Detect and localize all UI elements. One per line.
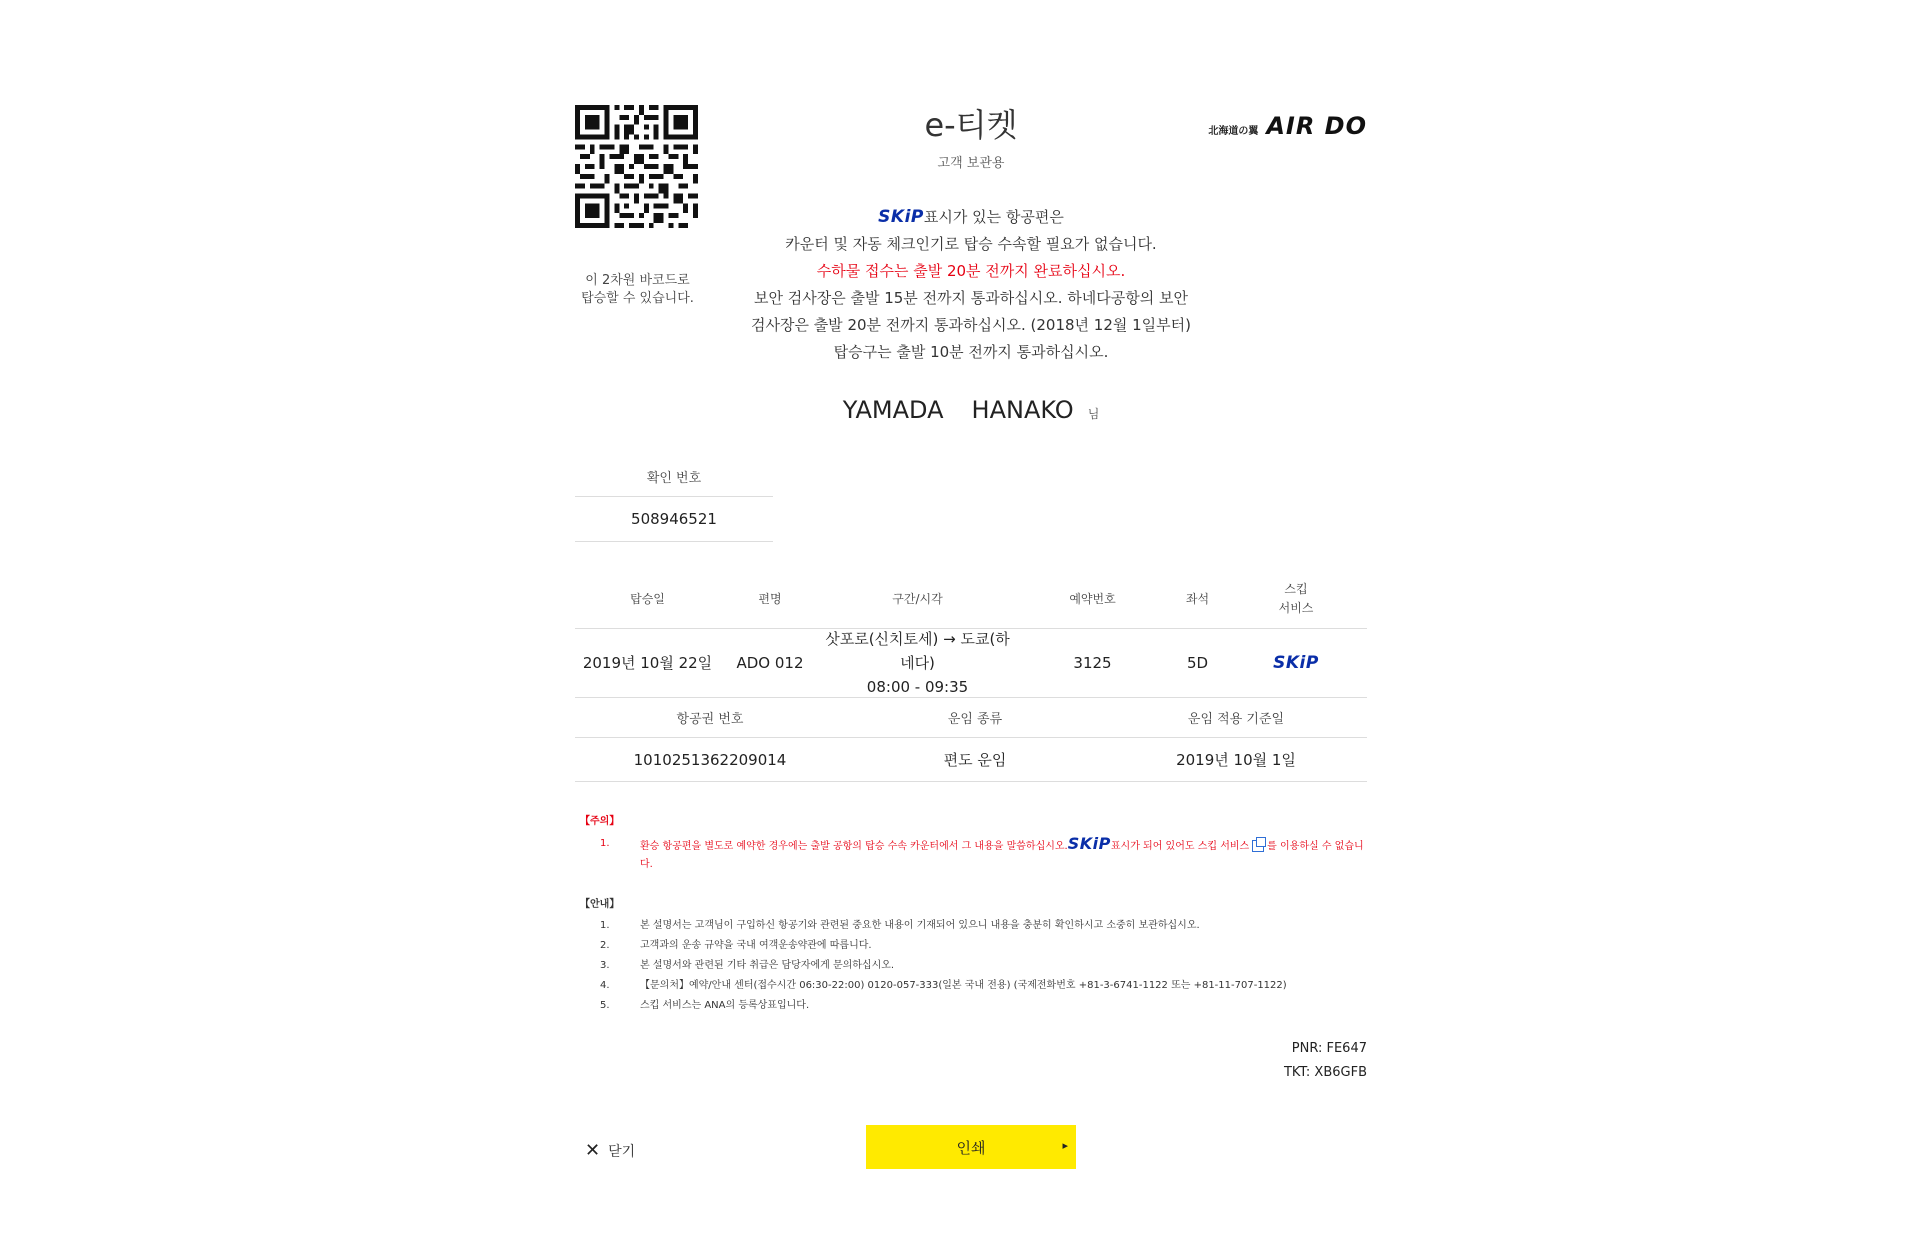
caution-text-c: 를 이용하실 수 없습니 xyxy=(1267,841,1364,852)
header-fare-type: 운임 종류 xyxy=(947,711,1003,727)
caution-text-a: 환승 항공편을 별도로 예약한 경우에는 출발 공항의 탑승 수속 카운터에서 그 내용을 말씀하십시오. xyxy=(640,841,1068,852)
pnr-code: PNR: FE647 xyxy=(1291,1041,1367,1056)
cell-route-time xyxy=(820,627,1015,699)
guide-item-number: 3. xyxy=(600,960,610,971)
passenger-name xyxy=(575,396,1367,424)
close-label: 닫기 xyxy=(608,1143,636,1160)
notice-line5: 검사장은 출발 20분 전까지 통과하십시오. (2018년 12월 1일부터) xyxy=(750,316,1192,334)
notice-line1 xyxy=(705,204,1237,231)
qr-caption xyxy=(575,272,700,308)
guide-item-text: 본 설명서와 관련된 기타 취급은 담당자에게 문의하십시오. xyxy=(640,960,895,971)
cell-fare-type: 편도 운임 xyxy=(943,751,1007,769)
skip-logo-icon: SKiP xyxy=(1067,834,1111,853)
guide-item-text: 【문의처】예약/안내 센터(접수시간 06:30-22:00) 0120-057-333(일본 국내 전용) (국제전화번호 +81-3-6741-1122 또는 +81-11-707-1122) xyxy=(640,980,1287,991)
list-item xyxy=(580,976,1367,996)
confirmation-value: 508946521 xyxy=(575,497,773,542)
guide-item-number: 5. xyxy=(600,1000,610,1011)
print-button[interactable] xyxy=(866,1125,1076,1169)
caution-item-text xyxy=(640,835,1364,874)
list-item xyxy=(580,936,1367,956)
tkt-code: TKT: XB6GFB xyxy=(1283,1065,1367,1080)
header-skip-service xyxy=(1225,580,1367,618)
list-item xyxy=(580,916,1367,936)
skip-logo-icon: SKiP xyxy=(1273,653,1319,673)
guide-item-number: 4. xyxy=(600,980,610,991)
guide-item-number: 2. xyxy=(600,940,610,951)
airdo-logo xyxy=(1208,112,1367,140)
guide-item-text: 고객과의 운송 규약을 국내 여객운송약관에 따릅니다. xyxy=(640,940,872,951)
caution-section xyxy=(580,812,1367,874)
header-skip-line1: 스킵 xyxy=(1284,582,1308,596)
skip-logo-icon: SKiP xyxy=(878,207,924,227)
confirmation-label: 확인 번호 xyxy=(575,462,773,497)
caution-text-b: 표시가 되어 있어도 스킵 서비스 xyxy=(1110,841,1250,852)
cell-ticket-number: 1010251362209014 xyxy=(633,750,787,769)
ticket-table xyxy=(575,697,1367,782)
cell-route: 삿포로(신치토세) → 도쿄(하네다) xyxy=(825,630,1010,672)
notice-line6: 탑승구는 출발 10분 전까지 통과하십시오. xyxy=(833,343,1109,361)
cell-time: 08:00 - 09:35 xyxy=(866,678,969,696)
qr-caption-line1: 이 2차원 바코드로 xyxy=(585,273,690,288)
notice-line2: 카운터 및 자동 체크인기로 탑승 수속할 필요가 없습니다. xyxy=(785,235,1157,253)
guide-item-text: 스킵 서비스는 ANA의 등록상표입니다. xyxy=(640,1000,810,1011)
header-seat: 좌석 xyxy=(1185,591,1210,606)
confirmation-number-box xyxy=(575,462,773,542)
table-row xyxy=(575,629,1367,698)
list-item xyxy=(580,956,1367,976)
caution-text-d: 다. xyxy=(640,859,653,870)
flight-table xyxy=(575,570,1367,698)
guide-section xyxy=(580,895,1367,1016)
page-title: e-티켓 xyxy=(924,106,1018,144)
list-item xyxy=(580,996,1367,1016)
guide-heading: 【안내】 xyxy=(580,899,620,910)
notice-line1-text: 표시가 있는 항공편은 xyxy=(923,208,1064,226)
page-subtitle: 고객 보관용 xyxy=(937,156,1005,171)
guide-item-text: 본 설명서는 고객님이 구입하신 항공기와 관련된 중요한 내용이 기재되어 있으니 내용을 충분히 확인하시고 소중히 보관하십시오. xyxy=(640,920,1200,931)
cell-flight: ADO 012 xyxy=(736,654,804,672)
cell-date: 2019년 10월 22일 xyxy=(582,654,713,672)
header-skip-line2: 서비스 xyxy=(1278,601,1314,615)
booking-codes xyxy=(1284,1037,1367,1085)
skip-notice xyxy=(705,204,1237,366)
notice-line4: 보안 검사장은 출발 15분 전까지 통과하십시오. 하네다공항의 보안 xyxy=(754,289,1188,307)
header-route: 구간/시각 xyxy=(892,591,943,606)
close-button[interactable] xyxy=(585,1140,635,1161)
logo-sub: 北海道の翼 xyxy=(1208,126,1259,137)
guide-item-number: 1. xyxy=(600,920,610,931)
cell-skip xyxy=(1225,651,1367,675)
cell-seat: 5D xyxy=(1186,654,1209,672)
header-ticket-number: 항공권 번호 xyxy=(676,711,744,727)
passenger-honorific: 님 xyxy=(1087,407,1100,421)
eticket-page xyxy=(575,100,1367,1200)
table-row xyxy=(575,738,1367,782)
caution-item-number: 1. xyxy=(600,838,610,849)
qr-code xyxy=(575,105,698,228)
print-label: 인쇄 xyxy=(956,1138,986,1157)
copy-icon xyxy=(1252,840,1264,852)
caution-heading: 【주의】 xyxy=(580,816,620,827)
notice-line3: 수하물 접수는 출발 20분 전까지 완료하십시오. xyxy=(816,262,1126,280)
header-reservation: 예약번호 xyxy=(1069,591,1116,606)
chevron-right-icon: ▸ xyxy=(1062,1139,1068,1152)
passenger-last-name: YAMADA xyxy=(842,396,944,424)
flight-table-header xyxy=(575,570,1367,629)
passenger-first-name: HANAKO xyxy=(971,396,1074,424)
ticket-table-header xyxy=(575,697,1367,738)
list-item xyxy=(580,835,1367,874)
header-flight: 편명 xyxy=(758,591,782,606)
close-icon: ✕ xyxy=(585,1140,601,1161)
cell-fare-date: 2019년 10월 1일 xyxy=(1176,751,1296,769)
header-fare-date: 운임 적용 기준일 xyxy=(1187,711,1285,727)
header-date: 탑승일 xyxy=(630,591,665,606)
qr-caption-line2: 탑승할 수 있습니다. xyxy=(581,291,694,306)
cell-reservation: 3125 xyxy=(1073,654,1112,672)
logo-main: AIR DO xyxy=(1266,112,1367,140)
